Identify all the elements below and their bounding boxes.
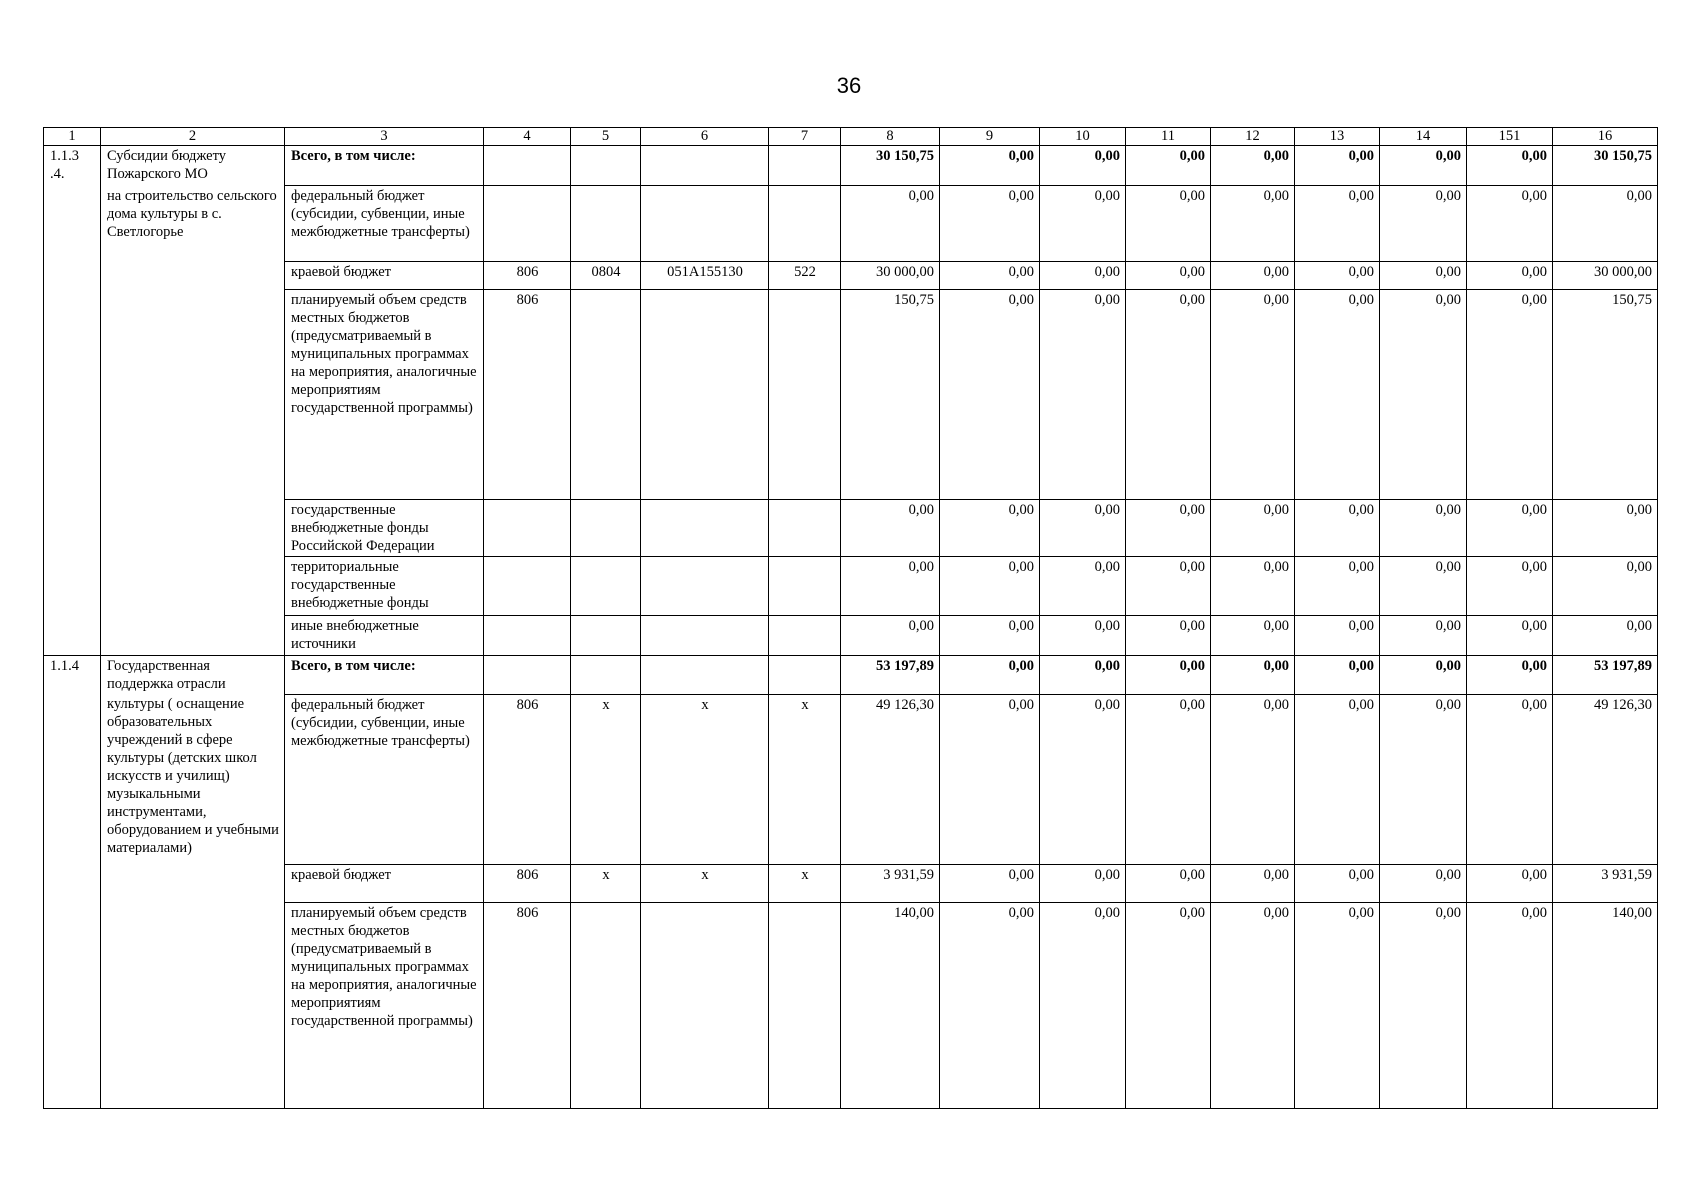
kbk-code <box>641 902 769 1108</box>
amount-cell: 3 931,59 <box>841 864 940 902</box>
amount-cell: 150,75 <box>841 290 940 500</box>
amount-cell: 30 150,75 <box>1553 146 1658 186</box>
amount-cell: 30 000,00 <box>841 262 940 290</box>
amount-cell: 0,00 <box>1380 694 1467 864</box>
row-label: федеральный бюджет (субсидии, субвенции, иные межбюджетные трансферты) <box>285 186 484 262</box>
amount-cell: 49 126,30 <box>841 694 940 864</box>
row-label: государственные внебюджетные фонды Российской Федерации <box>285 500 484 557</box>
kbk-code <box>571 186 641 262</box>
kbk-code <box>484 186 571 262</box>
kbk-code: x <box>641 864 769 902</box>
amount-cell: 0,00 <box>940 290 1040 500</box>
amount-cell: 0,00 <box>1467 290 1553 500</box>
amount-cell: 0,00 <box>1467 500 1553 557</box>
kbk-code <box>641 616 769 656</box>
amount-cell: 0,00 <box>1211 864 1295 902</box>
kbk-code <box>571 656 641 695</box>
amount-cell: 150,75 <box>1553 290 1658 500</box>
item-number-cell <box>44 656 101 1109</box>
amount-cell: 0,00 <box>1211 557 1295 616</box>
amount-cell: 30 150,75 <box>841 146 940 186</box>
amount-cell: 0,00 <box>940 186 1040 262</box>
amount-cell: 0,00 <box>1380 146 1467 186</box>
amount-cell: 0,00 <box>1467 262 1553 290</box>
amount-cell: 0,00 <box>1126 500 1211 557</box>
amount-cell: 0,00 <box>1211 616 1295 656</box>
amount-cell: 0,00 <box>841 186 940 262</box>
column-header: 13 <box>1295 128 1380 146</box>
amount-cell: 0,00 <box>940 146 1040 186</box>
column-header: 9 <box>940 128 1040 146</box>
amount-cell: 53 197,89 <box>841 656 940 695</box>
amount-cell: 0,00 <box>1380 902 1467 1108</box>
column-header: 8 <box>841 128 940 146</box>
kbk-code <box>769 902 841 1108</box>
kbk-code: x <box>769 864 841 902</box>
kbk-code <box>571 557 641 616</box>
amount-cell: 0,00 <box>1040 864 1126 902</box>
kbk-code <box>484 616 571 656</box>
amount-cell: 140,00 <box>1553 902 1658 1108</box>
kbk-code <box>769 500 841 557</box>
amount-cell: 0,00 <box>940 557 1040 616</box>
column-header: 10 <box>1040 128 1126 146</box>
column-header: 12 <box>1211 128 1295 146</box>
item-number-suffix: .4. <box>50 166 65 182</box>
kbk-code <box>769 616 841 656</box>
amount-cell: 0,00 <box>1467 146 1553 186</box>
amount-cell: 0,00 <box>1040 656 1126 695</box>
amount-cell: 0,00 <box>1126 694 1211 864</box>
amount-cell: 0,00 <box>940 616 1040 656</box>
amount-cell: 0,00 <box>1380 262 1467 290</box>
amount-cell: 0,00 <box>1126 616 1211 656</box>
row-label: федеральный бюджет (субсидии, субвенции, иные межбюджетные трансферты) <box>285 694 484 864</box>
amount-cell: 49 126,30 <box>1553 694 1658 864</box>
column-header: 2 <box>101 128 285 146</box>
kbk-code: 806 <box>484 290 571 500</box>
amount-cell: 0,00 <box>841 557 940 616</box>
amount-cell: 0,00 <box>1380 500 1467 557</box>
column-header: 7 <box>769 128 841 146</box>
amount-cell: 0,00 <box>940 902 1040 1108</box>
amount-cell: 0,00 <box>841 500 940 557</box>
kbk-code <box>769 656 841 695</box>
amount-cell: 0,00 <box>1126 864 1211 902</box>
amount-cell: 0,00 <box>1553 616 1658 656</box>
amount-cell: 0,00 <box>1040 557 1126 616</box>
kbk-code <box>571 290 641 500</box>
row-label: Всего, в том числе: <box>285 656 484 695</box>
table-row <box>44 864 1658 902</box>
column-header: 151 <box>1467 128 1553 146</box>
amount-cell: 0,00 <box>1126 902 1211 1108</box>
item-name-cell: на строительство сельского дома культуры в с. Светлогорье <box>101 186 285 656</box>
item-name-cell: Государственная поддержка отрасли <box>101 656 285 695</box>
kbk-code: 806 <box>484 694 571 864</box>
amount-cell: 0,00 <box>1040 500 1126 557</box>
amount-cell: 0,00 <box>1295 902 1380 1108</box>
column-header: 14 <box>1380 128 1467 146</box>
amount-cell: 0,00 <box>1295 694 1380 864</box>
amount-cell: 0,00 <box>940 864 1040 902</box>
amount-cell: 0,00 <box>1295 290 1380 500</box>
table-row <box>44 694 1658 864</box>
kbk-code: 806 <box>484 864 571 902</box>
amount-cell: 30 000,00 <box>1553 262 1658 290</box>
kbk-code <box>571 616 641 656</box>
amount-cell: 0,00 <box>1295 616 1380 656</box>
kbk-code <box>769 557 841 616</box>
table-row <box>44 656 1658 695</box>
amount-cell: 0,00 <box>1126 262 1211 290</box>
kbk-code <box>641 290 769 500</box>
amount-cell: 0,00 <box>1467 864 1553 902</box>
kbk-code <box>641 146 769 186</box>
table-row <box>44 500 1658 557</box>
row-label: иные внебюджетные источники <box>285 616 484 656</box>
amount-cell: 0,00 <box>1380 557 1467 616</box>
amount-cell: 0,00 <box>1295 864 1380 902</box>
kbk-code <box>769 290 841 500</box>
column-header: 11 <box>1126 128 1211 146</box>
amount-cell: 0,00 <box>1211 262 1295 290</box>
kbk-code <box>571 500 641 557</box>
amount-cell: 0,00 <box>1295 146 1380 186</box>
row-label: территориальные государственные внебюджетные фонды <box>285 557 484 616</box>
amount-cell: 0,00 <box>1040 186 1126 262</box>
amount-cell: 0,00 <box>1380 290 1467 500</box>
amount-cell: 0,00 <box>1295 656 1380 695</box>
kbk-code: 806 <box>484 902 571 1108</box>
amount-cell: 0,00 <box>1211 500 1295 557</box>
column-header: 16 <box>1553 128 1658 146</box>
amount-cell: 0,00 <box>940 262 1040 290</box>
page-number: 36 <box>836 73 862 98</box>
item-number-cell <box>44 146 101 656</box>
amount-cell: 0,00 <box>1211 656 1295 695</box>
kbk-code <box>641 656 769 695</box>
kbk-code <box>641 186 769 262</box>
kbk-code <box>484 146 571 186</box>
amount-cell: 0,00 <box>1040 290 1126 500</box>
kbk-code: 0804 <box>571 262 641 290</box>
amount-cell: 0,00 <box>1126 656 1211 695</box>
kbk-code <box>571 146 641 186</box>
budget-table <box>43 127 1658 1109</box>
amount-cell: 0,00 <box>1380 186 1467 262</box>
amount-cell: 0,00 <box>1126 557 1211 616</box>
amount-cell: 0,00 <box>940 694 1040 864</box>
table-row <box>44 186 1658 262</box>
kbk-code <box>571 902 641 1108</box>
amount-cell: 0,00 <box>1553 500 1658 557</box>
row-label: планируемый объем средств местных бюджетов (предусматриваемый в муниципальных программах на мероприятия, аналогичные мероприятиям государственной программы) <box>285 902 484 1108</box>
amount-cell: 0,00 <box>1211 146 1295 186</box>
table-row <box>44 290 1658 500</box>
column-header: 1 <box>44 128 101 146</box>
amount-cell: 0,00 <box>1211 902 1295 1108</box>
row-label: Всего, в том числе: <box>285 146 484 186</box>
amount-cell: 0,00 <box>1467 616 1553 656</box>
amount-cell: 0,00 <box>1380 864 1467 902</box>
row-label: краевой бюджет <box>285 262 484 290</box>
amount-cell: 3 931,59 <box>1553 864 1658 902</box>
item-number: 1.1.4 <box>50 658 79 674</box>
amount-cell: 0,00 <box>1295 500 1380 557</box>
amount-cell: 0,00 <box>940 656 1040 695</box>
amount-cell: 0,00 <box>1040 902 1126 1108</box>
amount-cell: 0,00 <box>1295 186 1380 262</box>
item-name-cell: культуры ( оснащение образовательных учреждений в сфере культуры (детских школ искусств и училищ) музыкальными инструментами, оборудованием и учебными материалами) <box>101 694 285 1108</box>
table-row <box>44 262 1658 290</box>
kbk-code <box>641 500 769 557</box>
amount-cell: 0,00 <box>1380 616 1467 656</box>
amount-cell: 0,00 <box>1467 656 1553 695</box>
kbk-code <box>641 557 769 616</box>
amount-cell: 0,00 <box>1211 290 1295 500</box>
kbk-code: x <box>641 694 769 864</box>
kbk-code: x <box>571 864 641 902</box>
table-row <box>44 557 1658 616</box>
kbk-code: 051А155130 <box>641 262 769 290</box>
column-header: 5 <box>571 128 641 146</box>
column-header: 3 <box>285 128 484 146</box>
amount-cell: 0,00 <box>1211 186 1295 262</box>
amount-cell: 0,00 <box>1126 186 1211 262</box>
amount-cell: 0,00 <box>841 616 940 656</box>
amount-cell: 0,00 <box>1040 694 1126 864</box>
item-number: 1.1.3 <box>50 148 79 164</box>
amount-cell: 0,00 <box>1380 656 1467 695</box>
kbk-code <box>484 656 571 695</box>
kbk-code <box>769 146 841 186</box>
row-label: краевой бюджет <box>285 864 484 902</box>
kbk-code: x <box>571 694 641 864</box>
table-row <box>44 902 1658 1108</box>
amount-cell: 0,00 <box>1467 902 1553 1108</box>
amount-cell: 53 197,89 <box>1553 656 1658 695</box>
amount-cell: 140,00 <box>841 902 940 1108</box>
item-name-cell: Субсидии бюджету Пожарского МО <box>101 146 285 186</box>
column-header: 4 <box>484 128 571 146</box>
kbk-code: 522 <box>769 262 841 290</box>
amount-cell: 0,00 <box>1295 557 1380 616</box>
kbk-code <box>484 500 571 557</box>
kbk-code: 806 <box>484 262 571 290</box>
table-row <box>44 616 1658 656</box>
amount-cell: 0,00 <box>1467 557 1553 616</box>
amount-cell: 0,00 <box>1553 557 1658 616</box>
kbk-code <box>484 557 571 616</box>
amount-cell: 0,00 <box>1467 186 1553 262</box>
amount-cell: 0,00 <box>940 500 1040 557</box>
row-label: планируемый объем средств местных бюджетов (предусматриваемый в муниципальных программах на мероприятия, аналогичные мероприятиям государственной программы) <box>285 290 484 500</box>
table-row <box>44 146 1658 186</box>
amount-cell: 0,00 <box>1211 694 1295 864</box>
amount-cell: 0,00 <box>1040 146 1126 186</box>
kbk-code: x <box>769 694 841 864</box>
amount-cell: 0,00 <box>1040 262 1126 290</box>
column-number-row <box>44 128 1658 146</box>
amount-cell: 0,00 <box>1126 146 1211 186</box>
amount-cell: 0,00 <box>1295 262 1380 290</box>
amount-cell: 0,00 <box>1467 694 1553 864</box>
kbk-code <box>769 186 841 262</box>
amount-cell: 0,00 <box>1553 186 1658 262</box>
amount-cell: 0,00 <box>1126 290 1211 500</box>
column-header: 6 <box>641 128 769 146</box>
amount-cell: 0,00 <box>1040 616 1126 656</box>
